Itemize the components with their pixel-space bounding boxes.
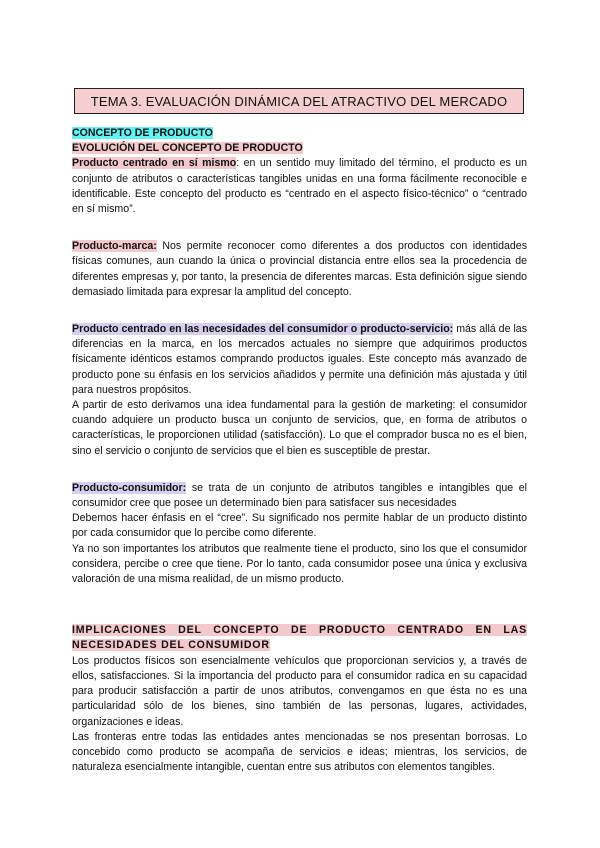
term-producto-consumidor: Producto-consumidor: bbox=[72, 481, 187, 494]
paragraph-atributos-percibidos: Ya no son importantes los atributos que realmente tiene el producto, sino los que el consumidor considera, percibe o cree que tiene. Por lo tanto, cada consumidor posee una única y exclusiva valoración de una misma realidad, de un mismo producto. bbox=[72, 542, 527, 586]
paragraph-gestion-marketing: A partir de esto derivamos una idea fundamental para la gestión de marketing: el consumidor cuando adquiere un producto busca un conjunto de servicios, que, en forma de atributos o características, le proporcionen utilidad (satisfacción). Lo que el comprador busca no es el bien, sino el servicio o conjunto de servicios que el bien es susceptible de prestar. bbox=[72, 399, 527, 457]
paragraph-producto-centrado bbox=[72, 156, 527, 217]
paragraph-text: : en un sentido muy limitado del término, el producto es un conjunto de atributos o características tangibles unidas en una forma fácilmente reconocible e identificable. Este concepto del producto es “centrado en el aspecto físico-técnico” o “centrado en sí mismo”. bbox=[72, 157, 527, 216]
paragraph-enfasis-cree: Debemos hacer énfasis en el “cree”. Su significado nos permite hablar de un producto distinto por cada consumidor que lo percibe como diferente. bbox=[72, 512, 527, 540]
concepto-heading bbox=[72, 126, 527, 141]
evolucion-heading bbox=[72, 141, 527, 156]
concepto-heading-text: CONCEPTO DE PRODUCTO bbox=[72, 127, 213, 139]
term-producto-centrado: Producto centrado en sí mismo bbox=[72, 157, 237, 170]
paragraph-producto-servicio bbox=[72, 322, 527, 398]
paragraph-text: se trata de un conjunto de atributos tangibles e intangibles que el consumidor cree que posee un determinado bien para satisfacer sus necesidades bbox=[72, 481, 527, 510]
paragraph-fronteras: Las fronteras entre todas las entidades antes mencionadas se nos presentan borrosas. Lo concebido como producto se acompaña de servicios e ideas; mientras, los servicios, de naturaleza esencialmente intangible, cuentan entre sus atributos con elementos tangibles. bbox=[72, 730, 527, 774]
term-producto-marca: Producto-marca: bbox=[72, 240, 157, 253]
term-producto-servicio: Producto centrado en las necesidades del consumidor o producto-servicio: bbox=[72, 323, 454, 336]
document-title: TEMA 3. EVALUACIÓN DINÁMICA DEL ATRACTIVO DEL MERCADO bbox=[74, 88, 524, 114]
paragraph-text: Nos permite reconocer como diferentes a dos productos con identidades físicas comunes, aun cuando la única o provincial distancia entre ellos sea la procedencia de diferentes empresas y, por tanto, la presencia de diferentes marcas. Esta definición sigue siendo demasiado limitada para expresar la amplitud del concepto. bbox=[72, 240, 527, 298]
implicaciones-heading-line2 bbox=[72, 638, 527, 653]
implicaciones-heading-text-2: NECESIDADES DEL CONSUMIDOR bbox=[72, 639, 270, 652]
paragraph-productos-fisicos: Los productos físicos son esencialmente vehículos que proporcionan servicios y, a través de ellos, satisfacciones. Si la importancia del producto para el consumidor radica en su capacidad para producir satisfacción a partir de unos atributos, convengamos en que ésta no es una particularidad sólo de los bienes, sino también de las personas, lugares, actividades, organizaciones e ideas. bbox=[72, 654, 527, 728]
implicaciones-heading-text-1: IMPLICACIONES DEL CONCEPTO DE PRODUCTO CENTRADO EN LAS bbox=[72, 624, 527, 637]
paragraph-text: más allá de las diferencias en la marca, en los mercados actuales no siempre que adquirimos productos físicamente idénticos estamos comprando productos iguales. Este concepto más avanzado de producto pone su énfasis en los servicios añadidos y permite una definición más ajustada y útil para nuestros propósitos. bbox=[72, 323, 527, 396]
document-body bbox=[72, 126, 527, 775]
evolucion-heading-text: EVOLUCIÓN DEL CONCEPTO DE PRODUCTO bbox=[72, 142, 303, 155]
implicaciones-heading-line1 bbox=[72, 623, 527, 638]
paragraph-producto-marca bbox=[72, 239, 527, 300]
paragraph-producto-consumidor bbox=[72, 481, 527, 511]
